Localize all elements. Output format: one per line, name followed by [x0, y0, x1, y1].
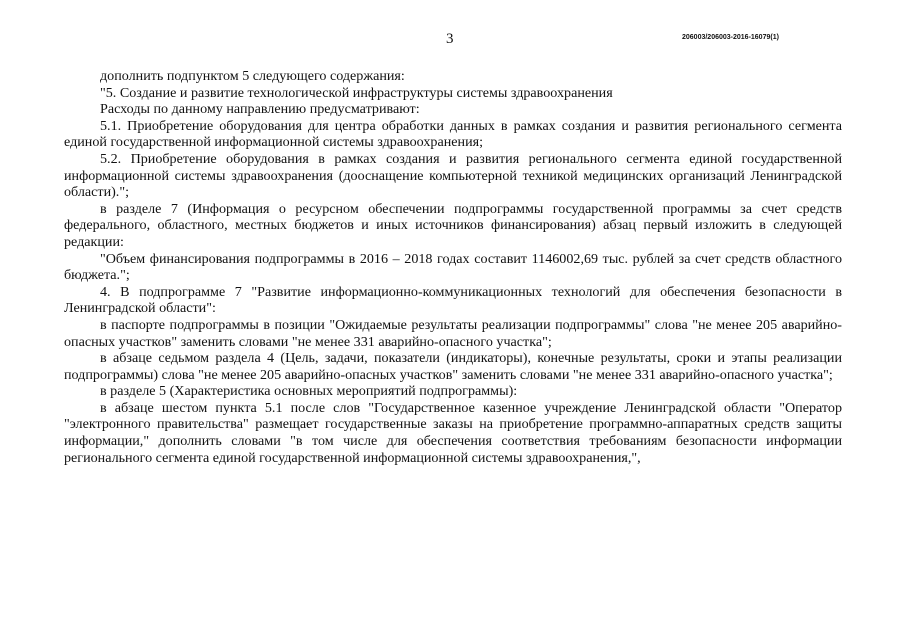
paragraph-expenses: Расходы по данному направлению предусматривают:	[100, 101, 420, 118]
paragraph-item-5-title: "5. Создание и развитие технологической инфраструктуры системы здравоохранения	[100, 84, 613, 101]
document-code: 206003/206003-2016-16079(1)	[682, 34, 779, 41]
paragraph-section-5: в разделе 5 (Характеристика основных мероприятий подпрограммы):	[100, 383, 518, 400]
paragraph-item-5-2: 5.2. Приобретение оборудования в рамках создания и развития регионального сегмента единой государственной информационной системы здравоохранения (дооснащение компьютерной техникой медицинских организаций Ленинградской области).";	[64, 150, 842, 201]
document-body	[64, 68, 842, 466]
paragraph-section-7: в разделе 7 (Информация о ресурсном обеспечении подпрограммы государственной программы за счет средств федерального, областного, местных бюджетов и иных источников финансирования) абзац первый изложить в следующей редакции:	[64, 200, 842, 250]
paragraph-amend-intro: дополнить подпунктом 5 следующего содержания:	[100, 68, 405, 84]
paragraph-financing: "Объем финансирования подпрограммы в 2016 – 2018 годах составит 1146002,69 тыс. рублей за счет средств областного бюджета.";	[64, 250, 842, 284]
paragraph-item-5-1-addition: в абзаце шестом пункта 5.1 после слов "Государственное казенное учреждение Ленинградской области "Оператор "электронного правительства" размещает государственные заказы на приобретение программно-аппаратных средств защиты информации," дополнить словами "в том числе для обеспечения соответствия требованиям безопасности информации регионального сегмента единой государственной информационной системы здравоохранения,",	[64, 399, 842, 466]
paragraph-item-5-1: 5.1. Приобретение оборудования для центра обработки данных в рамках создания и развития регионального сегмента единой государственной информационной системы здравоохранения;	[64, 117, 842, 151]
paragraph-subprogram-7: 4. В подпрограмме 7 "Развитие информационно-коммуникационных технологий для обеспечения безопасности в Ленинградской области":	[64, 283, 842, 317]
paragraph-passport: в паспорте подпрограммы в позиции "Ожидаемые результаты реализации подпрограммы" слова "не менее 205 аварийно-опасных участков" заменить словами "не менее 331 аварийно-опасного участка";	[64, 316, 842, 350]
paragraph-section-4: в абзаце седьмом раздела 4 (Цель, задачи, показатели (индикаторы), конечные результаты, сроки и этапы реализации подпрограммы) слова "не менее 205 аварийно-опасных участков" заменить словами "не менее 331 аварийно-опасного участка";	[64, 350, 842, 383]
page-number: 3	[446, 31, 454, 47]
